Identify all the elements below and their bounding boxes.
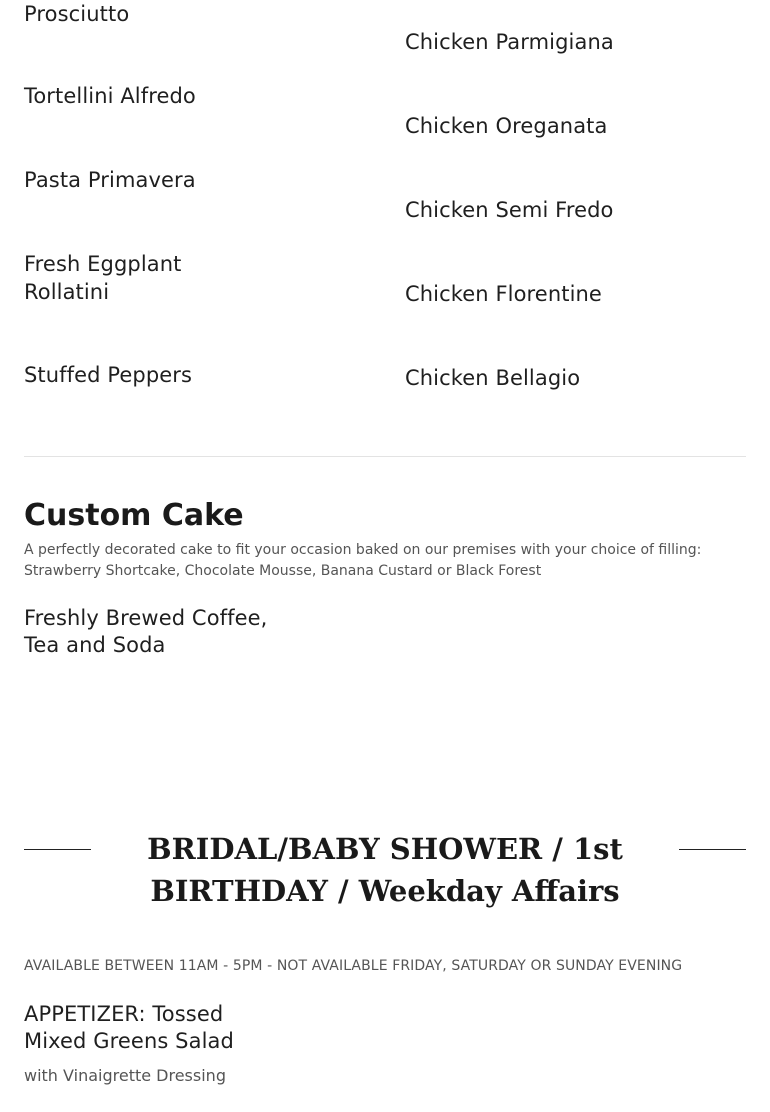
- appetizer-title: APPETIZER: Tossed Mixed Greens Salad: [24, 1002, 234, 1053]
- menu-item-chicken-bellagio: Chicken Bellagio: [405, 366, 581, 390]
- menu-item-chicken-semi-fredo: Chicken Semi Fredo: [405, 198, 614, 222]
- menu-item-pasta-primavera: Pasta Primavera: [24, 168, 196, 192]
- menu-item-chicken-florentine: Chicken Florentine: [405, 282, 602, 306]
- menu-item-chicken-oreganata: Chicken Oreganata: [405, 114, 608, 138]
- cake-description: A perfectly decorated cake to fit your occasion baked on our premises with your choice of filling: Strawberry Shortcake, Chocolate Mousse, Banana Custard or Black Forest: [24, 542, 702, 579]
- menu-item-tortellini-alfredo: Tortellini Alfredo: [24, 84, 196, 108]
- menu-item-eggplant-rollatini: Fresh Eggplant Rollatini: [24, 252, 182, 304]
- cake-title: Custom Cake: [24, 498, 244, 533]
- menu-item-stuffed-peppers: Stuffed Peppers: [24, 363, 193, 387]
- availability-notice: AVAILABLE BETWEEN 11AM - 5PM - NOT AVAILABLE FRIDAY, SATURDAY OR SUNDAY EVENING: [24, 958, 683, 974]
- menu-item-chicken-parmigiana: Chicken Parmigiana: [405, 30, 614, 54]
- banner-rule-left: [24, 849, 91, 850]
- menu-item-prosciutto: Prosciutto: [24, 2, 130, 26]
- shower-section-title: BRIDAL/BABY SHOWER / 1st BIRTHDAY / Weekday Affairs: [147, 832, 623, 908]
- banner-rule-right: [679, 849, 746, 850]
- section-divider: [24, 456, 746, 457]
- appetizer-description: with Vinaigrette Dressing: [24, 1066, 226, 1085]
- beverages-label: Freshly Brewed Coffee, Tea and Soda: [24, 606, 268, 657]
